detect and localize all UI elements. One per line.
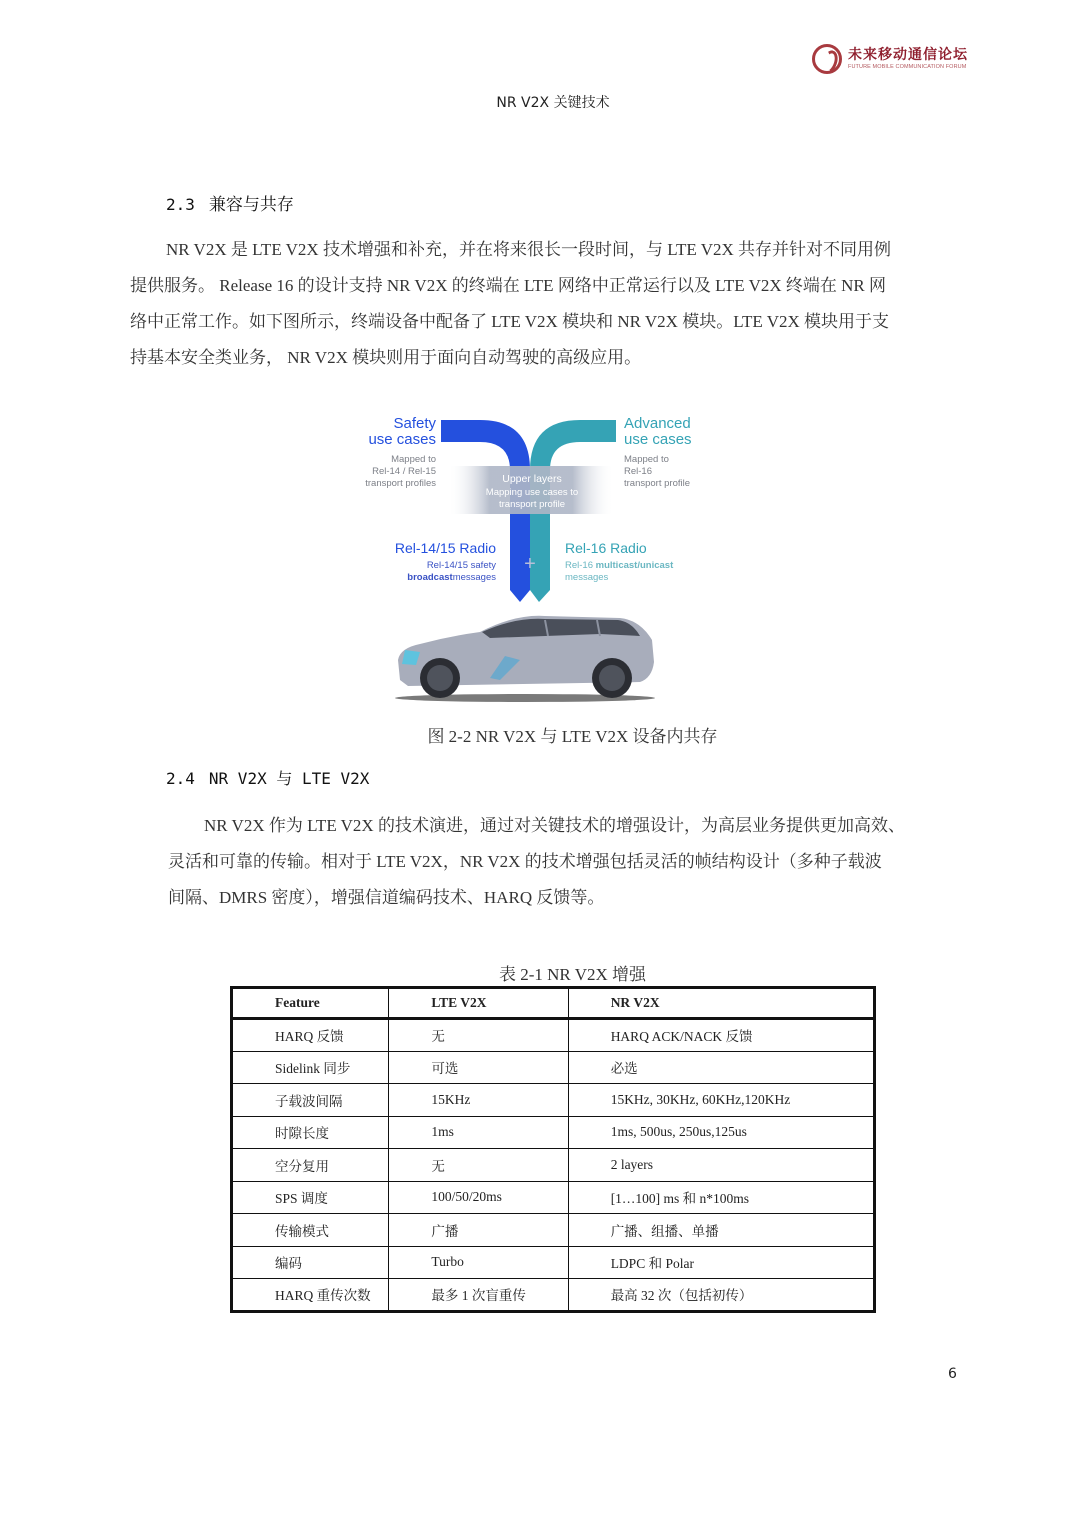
feature-cell: Sidelink 同步: [232, 1051, 389, 1084]
paragraph-line: 灵活和可靠的传输。相对于 LTE V2X，NR V2X 的技术增强包括灵活的帧结构设计（多种子载波: [168, 852, 882, 871]
nr-cell: 2 layers: [568, 1149, 874, 1182]
band-subtitle-2: transport profile: [498, 499, 566, 510]
feature-cell: 编码: [232, 1246, 389, 1279]
table-row: [232, 1084, 875, 1117]
lte-cell: 100/50/20ms: [389, 1181, 568, 1214]
section-title: NR V2X 与 LTE V2X: [208, 769, 370, 788]
nr-cell: [1…100] ms 和 n*100ms: [568, 1181, 874, 1214]
table-row: [232, 1019, 875, 1052]
safety-title-2: use cases: [368, 431, 436, 448]
section-title: 兼容与共存: [208, 195, 294, 215]
section-heading-2-4: [166, 766, 369, 789]
section-2-3-paragraph: [130, 232, 980, 376]
feature-cell: 传输模式: [232, 1214, 389, 1247]
feature-cell: 时隙长度: [232, 1116, 389, 1149]
lte-cell: 最多 1 次盲重传: [389, 1279, 568, 1312]
nr-cell: 15KHz, 30KHz, 60KHz,120KHz: [568, 1084, 874, 1117]
table-row: [232, 1051, 875, 1084]
svg-text:broadcastmessages: [407, 572, 496, 583]
advanced-title-1: Advanced: [624, 415, 691, 432]
left-radio-sub-2a: broadcast: [407, 572, 453, 583]
nr-cell: 1ms, 500us, 250us,125us: [568, 1116, 874, 1149]
header-feature: Feature: [232, 988, 389, 1019]
nr-cell: 最高 32 次（包括初传）: [568, 1279, 874, 1312]
nr-cell: HARQ ACK/NACK 反馈: [568, 1019, 874, 1052]
paragraph-line: NR V2X 是 LTE V2X 技术增强和补充，并在将来很长一段时间，与 LTE V2X 共存并针对不同用例: [166, 240, 892, 259]
left-radio-title: Rel-14/15 Radio: [394, 540, 496, 556]
running-header-title: NR V2X 关键技术: [496, 95, 610, 111]
logo-chinese-name: 未来移动通信论坛: [848, 47, 968, 63]
coexistence-diagram: [350, 410, 710, 710]
lte-cell: 1ms: [389, 1116, 568, 1149]
feature-cell: SPS 调度: [232, 1181, 389, 1214]
feature-cell: 空分复用: [232, 1149, 389, 1182]
table-row: [232, 1279, 875, 1312]
nr-cell: 广播、组播、单播: [568, 1214, 874, 1247]
paragraph-line: 络中正常工作。如下图所示，终端设备中配备了 LTE V2X 模块和 NR V2X 模块。LTE V2X 模块用于支: [130, 312, 890, 331]
feature-cell: HARQ 反馈: [232, 1019, 389, 1052]
safety-sub-1: Mapped to: [391, 454, 436, 465]
lte-cell: 15KHz: [389, 1084, 568, 1117]
figure-caption: 图 2-2 NR V2X 与 LTE V2X 设备内共存: [427, 727, 718, 746]
paragraph-line: 持基本安全类业务， NR V2X 模块则用于面向自动驾驶的高级应用。: [130, 348, 642, 367]
right-radio-title: Rel-16 Radio: [565, 540, 647, 556]
right-radio-sub-1a: Rel-16: [565, 560, 596, 571]
page-number: 6: [948, 1366, 957, 1382]
nr-v2x-enhancement-table: [230, 986, 876, 1313]
band-title: Upper layers: [502, 473, 562, 485]
advanced-sub-1: Mapped to: [624, 454, 669, 465]
safety-sub-3: transport profiles: [365, 478, 436, 489]
feature-cell: HARQ 重传次数: [232, 1279, 389, 1312]
nr-cell: 必选: [568, 1051, 874, 1084]
table-row: [232, 1214, 875, 1247]
section-heading-2-3: [166, 190, 294, 215]
lte-cell: 无: [389, 1149, 568, 1182]
feature-cell: 子载波间隔: [232, 1084, 389, 1117]
advanced-sub-3: transport profile: [624, 478, 691, 489]
section-number: 2.3: [166, 195, 195, 214]
nr-cell: LDPC 和 Polar: [568, 1246, 874, 1279]
paragraph-line: 间隔、DMRS 密度），增强信道编码技术、HARQ 反馈等。: [168, 888, 605, 907]
right-radio-sub-1b: multicast/unicast: [595, 560, 674, 571]
header-nr-v2x: NR V2X: [568, 988, 874, 1019]
section-2-4-paragraph: [168, 808, 998, 916]
advanced-sub-2: Rel-16: [624, 466, 652, 477]
lte-cell: Turbo: [389, 1246, 568, 1279]
band-subtitle-1: Mapping use cases to: [485, 487, 579, 498]
advanced-title-2: use cases: [624, 431, 692, 448]
safety-title-1: Safety: [393, 415, 436, 432]
logo-english-name: FUTURE MOBILE COMMUNICATION FORUM: [848, 64, 967, 70]
table-row: [232, 1116, 875, 1149]
table-caption: 表 2-1 NR V2X 增强: [498, 965, 647, 984]
lte-cell: 广播: [389, 1214, 568, 1247]
plus-icon: +: [524, 553, 536, 575]
lte-cell: 可选: [389, 1051, 568, 1084]
safety-sub-2: Rel-14 / Rel-15: [372, 466, 436, 477]
table-header-row: [232, 988, 875, 1019]
forum-logo-icon: [812, 44, 842, 74]
svg-text:Rel-16 multicast/unicast: [565, 560, 674, 571]
forum-logo: [812, 42, 982, 76]
right-radio-sub-2: messages: [565, 572, 609, 583]
left-radio-sub-2b: messages: [452, 572, 496, 583]
table-row: [232, 1181, 875, 1214]
table-row: [232, 1149, 875, 1182]
header-lte-v2x: LTE V2X: [389, 988, 568, 1019]
left-radio-sub-1: Rel-14/15 safety: [426, 560, 496, 571]
car-illustration: [395, 616, 655, 702]
paragraph-line: NR V2X 作为 LTE V2X 的技术演进，通过对关键技术的增强设计，为高层业务提供更加高效、: [204, 816, 905, 835]
paragraph-line: 提供服务。 Release 16 的设计支持 NR V2X 的终端在 LTE 网络中正常运行以及 LTE V2X 终端在 NR 网: [130, 276, 887, 295]
lte-cell: 无: [389, 1019, 568, 1052]
table-row: [232, 1246, 875, 1279]
section-number: 2.4: [166, 769, 195, 788]
